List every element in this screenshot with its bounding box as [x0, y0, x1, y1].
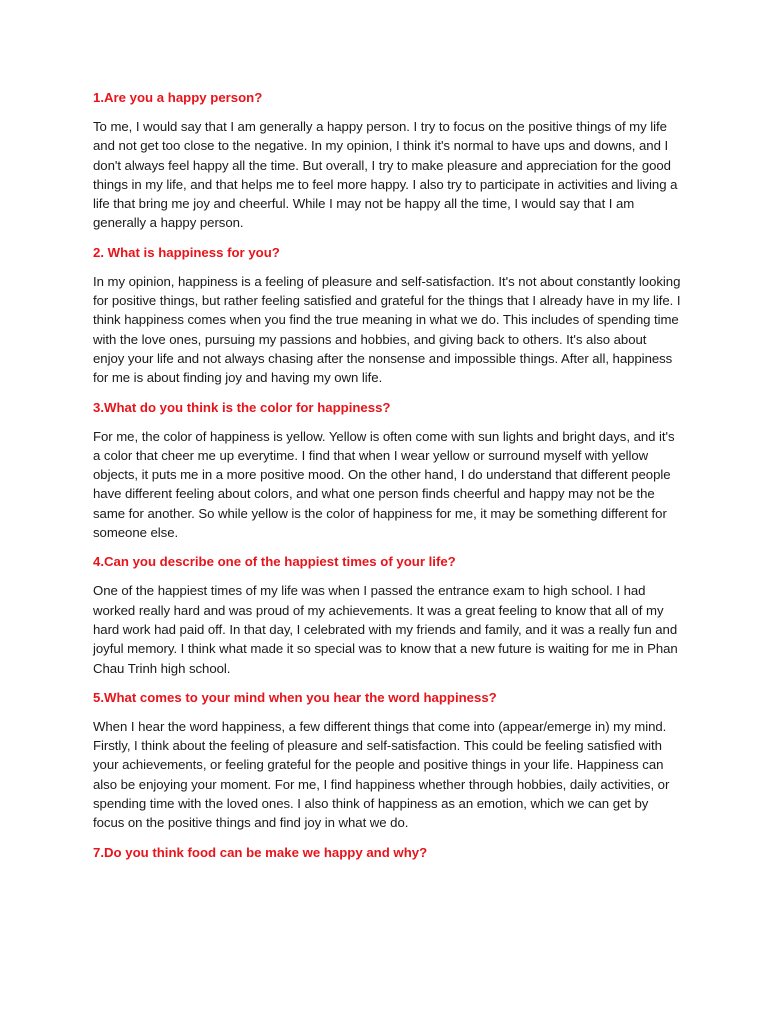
qa-section-2: [93, 243, 681, 388]
question-heading: 4.Can you describe one of the happiest times of your life?: [93, 554, 456, 570]
question-heading: 7.Do you think food can be make we happy and why?: [93, 844, 428, 860]
document-page: [93, 88, 681, 872]
question-heading: 5.What comes to your mind when you hear the word happiness?: [93, 689, 497, 705]
answer-paragraph: To me, I would say that I am generally a happy person. I try to focus on the positive things of my life and not get too close to the negative. In my opinion, I think it's normal to have ups and downs, and I don't always feel happy all the time. But overall, I try to make pleasure and appreciation for the good things in my life, and that helps me to feel more happy. I also try to participate in activities and living a life that bring me joy and cheerful. While I may not be happy all the time, I would say that I am generally a happy person.: [93, 119, 678, 231]
question-heading: 3.What do you think is the color for happiness?: [93, 399, 391, 415]
qa-section-3: [93, 398, 681, 543]
qa-section-7: [93, 843, 681, 862]
answer-paragraph: In my opinion, happiness is a feeling of pleasure and self-satisfaction. It's not about constantly looking for positive things, but rather feeling satisfied and grateful for the things that I already have in my life. I think happiness comes when you find the true meaning in what we do. This includes of spending time with the love ones, pursuing my passions and hobbies, and giving back to others. It's also about enjoy your life and not always chasing after the nonsense and impossible things. After all, happiness for me is about finding joy and having my own life.: [93, 273, 681, 386]
qa-section-1: [93, 88, 681, 233]
qa-section-5: [93, 688, 681, 833]
qa-section-4: [93, 552, 681, 677]
question-heading: 2. What is happiness for you?: [93, 244, 280, 260]
answer-paragraph: One of the happiest times of my life was when I passed the entrance exam to high school. I had worked really hard and was proud of my achievements. It was a great feeling to know that all of my hard work had paid off. In that day, I celebrated with my friends and family, and it was a really fun and joyful memory. I think what made it so special was to know that a new future is waiting for me in Phan Chau Trinh high school.: [93, 583, 678, 676]
answer-paragraph: For me, the color of happiness is yellow. Yellow is often come with sun lights and bright days, and it's a color that cheer me up everytime. I find that when I wear yellow or surround myself with yellow objects, it puts me in a more positive mood. On the other hand, I do understand that different people have different feeling about colors, and what one person finds cheerful and happy may not be the same for another. So while yellow is the color of happiness for me, it may be something different for someone else.: [93, 428, 675, 541]
question-heading: 1.Are you a happy person?: [93, 90, 263, 105]
answer-paragraph: When I hear the word happiness, a few different things that come into (appear/emerge in) my mind. Firstly, I think about the feeling of pleasure and self-satisfaction. This could be feeling satisfied with your achievements, or feeling grateful for the people and positive things in your life. Happiness can also be enjoying your moment. For me, I find happiness whether through hobbies, daily activities, or spending time with the loved ones. I also think of happiness as an emotion, which we can get by focus on the positive things and find joy in what we do.: [93, 718, 670, 831]
